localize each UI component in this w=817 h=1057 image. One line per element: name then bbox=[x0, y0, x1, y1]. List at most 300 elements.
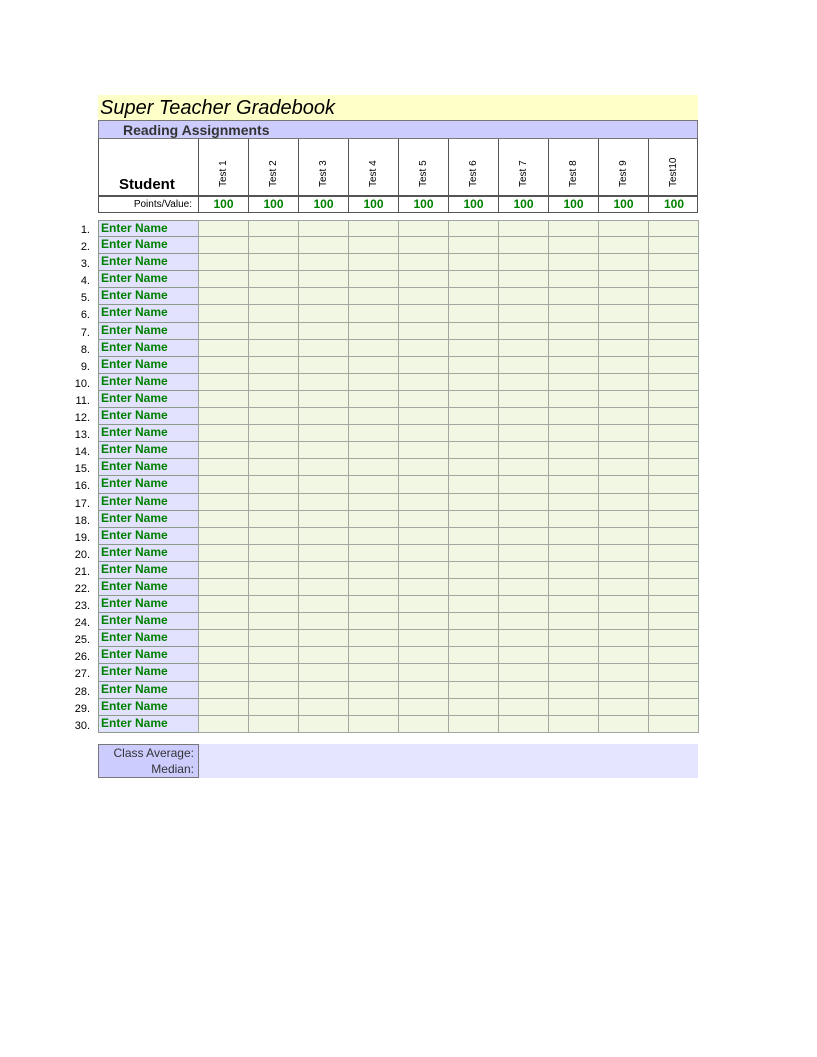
score-cell[interactable] bbox=[248, 357, 299, 374]
score-cell[interactable] bbox=[248, 545, 299, 562]
score-cell[interactable] bbox=[498, 716, 549, 733]
score-cell[interactable] bbox=[398, 374, 449, 391]
score-cell[interactable] bbox=[398, 699, 449, 716]
score-cell[interactable] bbox=[648, 494, 699, 511]
score-cell[interactable] bbox=[448, 613, 499, 630]
student-name-cell[interactable]: Enter Name bbox=[98, 682, 199, 699]
score-cell[interactable] bbox=[198, 459, 249, 476]
score-cell[interactable] bbox=[598, 596, 649, 613]
score-cell[interactable] bbox=[548, 494, 599, 511]
score-cell[interactable] bbox=[298, 220, 349, 237]
score-cell[interactable] bbox=[598, 220, 649, 237]
score-cell[interactable] bbox=[598, 630, 649, 647]
score-cell[interactable] bbox=[298, 579, 349, 596]
score-cell[interactable] bbox=[348, 288, 399, 305]
score-cell[interactable] bbox=[548, 459, 599, 476]
score-cell[interactable] bbox=[348, 716, 399, 733]
score-cell[interactable] bbox=[448, 220, 499, 237]
student-name-cell[interactable]: Enter Name bbox=[98, 374, 199, 391]
score-cell[interactable] bbox=[248, 511, 299, 528]
score-cell[interactable] bbox=[448, 630, 499, 647]
score-cell[interactable] bbox=[448, 288, 499, 305]
score-cell[interactable] bbox=[448, 305, 499, 322]
score-cell[interactable] bbox=[248, 579, 299, 596]
score-cell[interactable] bbox=[648, 220, 699, 237]
score-cell[interactable] bbox=[498, 647, 549, 664]
score-cell[interactable] bbox=[598, 442, 649, 459]
score-cell[interactable] bbox=[198, 391, 249, 408]
student-name-cell[interactable]: Enter Name bbox=[98, 340, 199, 357]
points-value-cell[interactable]: 100 bbox=[349, 197, 399, 212]
student-name-cell[interactable]: Enter Name bbox=[98, 357, 199, 374]
score-cell[interactable] bbox=[648, 664, 699, 681]
score-cell[interactable] bbox=[248, 254, 299, 271]
score-cell[interactable] bbox=[198, 545, 249, 562]
score-cell[interactable] bbox=[448, 664, 499, 681]
score-cell[interactable] bbox=[498, 476, 549, 493]
score-cell[interactable] bbox=[298, 237, 349, 254]
score-cell[interactable] bbox=[398, 220, 449, 237]
score-cell[interactable] bbox=[598, 305, 649, 322]
score-cell[interactable] bbox=[498, 699, 549, 716]
score-cell[interactable] bbox=[648, 528, 699, 545]
score-cell[interactable] bbox=[648, 305, 699, 322]
score-cell[interactable] bbox=[198, 374, 249, 391]
score-cell[interactable] bbox=[398, 476, 449, 493]
student-name-cell[interactable]: Enter Name bbox=[98, 254, 199, 271]
score-cell[interactable] bbox=[598, 408, 649, 425]
score-cell[interactable] bbox=[348, 442, 399, 459]
score-cell[interactable] bbox=[298, 476, 349, 493]
score-cell[interactable] bbox=[348, 511, 399, 528]
score-cell[interactable] bbox=[448, 545, 499, 562]
student-name-cell[interactable]: Enter Name bbox=[98, 494, 199, 511]
score-cell[interactable] bbox=[248, 425, 299, 442]
score-cell[interactable] bbox=[198, 237, 249, 254]
score-cell[interactable] bbox=[498, 288, 549, 305]
score-cell[interactable] bbox=[298, 442, 349, 459]
student-name-cell[interactable]: Enter Name bbox=[98, 459, 199, 476]
score-cell[interactable] bbox=[648, 425, 699, 442]
score-cell[interactable] bbox=[648, 545, 699, 562]
score-cell[interactable] bbox=[398, 494, 449, 511]
score-cell[interactable] bbox=[598, 237, 649, 254]
score-cell[interactable] bbox=[198, 323, 249, 340]
score-cell[interactable] bbox=[198, 442, 249, 459]
score-cell[interactable] bbox=[548, 357, 599, 374]
student-name-cell[interactable]: Enter Name bbox=[98, 613, 199, 630]
student-name-cell[interactable]: Enter Name bbox=[98, 664, 199, 681]
score-cell[interactable] bbox=[248, 391, 299, 408]
score-cell[interactable] bbox=[398, 459, 449, 476]
score-cell[interactable] bbox=[398, 323, 449, 340]
score-cell[interactable] bbox=[348, 647, 399, 664]
score-cell[interactable] bbox=[398, 442, 449, 459]
score-cell[interactable] bbox=[348, 682, 399, 699]
score-cell[interactable] bbox=[448, 716, 499, 733]
score-cell[interactable] bbox=[448, 254, 499, 271]
student-name-cell[interactable]: Enter Name bbox=[98, 476, 199, 493]
score-cell[interactable] bbox=[648, 699, 699, 716]
score-cell[interactable] bbox=[498, 425, 549, 442]
score-cell[interactable] bbox=[348, 340, 399, 357]
score-cell[interactable] bbox=[348, 357, 399, 374]
score-cell[interactable] bbox=[298, 254, 349, 271]
score-cell[interactable] bbox=[298, 271, 349, 288]
score-cell[interactable] bbox=[548, 562, 599, 579]
score-cell[interactable] bbox=[248, 476, 299, 493]
score-cell[interactable] bbox=[548, 476, 599, 493]
score-cell[interactable] bbox=[448, 271, 499, 288]
score-cell[interactable] bbox=[548, 220, 599, 237]
score-cell[interactable] bbox=[448, 374, 499, 391]
points-value-cell[interactable]: 100 bbox=[299, 197, 349, 212]
score-cell[interactable] bbox=[248, 459, 299, 476]
score-cell[interactable] bbox=[348, 562, 399, 579]
score-cell[interactable] bbox=[548, 391, 599, 408]
score-cell[interactable] bbox=[598, 459, 649, 476]
score-cell[interactable] bbox=[498, 323, 549, 340]
score-cell[interactable] bbox=[498, 442, 549, 459]
score-cell[interactable] bbox=[548, 271, 599, 288]
score-cell[interactable] bbox=[248, 630, 299, 647]
score-cell[interactable] bbox=[398, 425, 449, 442]
score-cell[interactable] bbox=[348, 271, 399, 288]
score-cell[interactable] bbox=[598, 613, 649, 630]
score-cell[interactable] bbox=[298, 664, 349, 681]
score-cell[interactable] bbox=[248, 374, 299, 391]
score-cell[interactable] bbox=[448, 682, 499, 699]
score-cell[interactable] bbox=[348, 391, 399, 408]
score-cell[interactable] bbox=[598, 716, 649, 733]
student-name-cell[interactable]: Enter Name bbox=[98, 271, 199, 288]
score-cell[interactable] bbox=[498, 374, 549, 391]
score-cell[interactable] bbox=[598, 254, 649, 271]
score-cell[interactable] bbox=[548, 237, 599, 254]
score-cell[interactable] bbox=[298, 374, 349, 391]
score-cell[interactable] bbox=[598, 579, 649, 596]
score-cell[interactable] bbox=[548, 254, 599, 271]
score-cell[interactable] bbox=[548, 442, 599, 459]
student-name-cell[interactable]: Enter Name bbox=[98, 323, 199, 340]
score-cell[interactable] bbox=[498, 459, 549, 476]
score-cell[interactable] bbox=[298, 699, 349, 716]
score-cell[interactable] bbox=[548, 340, 599, 357]
score-cell[interactable] bbox=[298, 596, 349, 613]
score-cell[interactable] bbox=[398, 511, 449, 528]
score-cell[interactable] bbox=[598, 476, 649, 493]
score-cell[interactable] bbox=[248, 699, 299, 716]
score-cell[interactable] bbox=[648, 254, 699, 271]
score-cell[interactable] bbox=[298, 545, 349, 562]
score-cell[interactable] bbox=[298, 408, 349, 425]
score-cell[interactable] bbox=[498, 682, 549, 699]
score-cell[interactable] bbox=[648, 511, 699, 528]
score-cell[interactable] bbox=[548, 716, 599, 733]
student-name-cell[interactable]: Enter Name bbox=[98, 408, 199, 425]
score-cell[interactable] bbox=[548, 682, 599, 699]
score-cell[interactable] bbox=[198, 476, 249, 493]
score-cell[interactable] bbox=[548, 545, 599, 562]
score-cell[interactable] bbox=[598, 528, 649, 545]
student-name-cell[interactable]: Enter Name bbox=[98, 596, 199, 613]
score-cell[interactable] bbox=[598, 374, 649, 391]
score-cell[interactable] bbox=[498, 562, 549, 579]
points-value-cell[interactable]: 100 bbox=[499, 197, 549, 212]
score-cell[interactable] bbox=[498, 613, 549, 630]
score-cell[interactable] bbox=[448, 237, 499, 254]
score-cell[interactable] bbox=[348, 305, 399, 322]
score-cell[interactable] bbox=[598, 511, 649, 528]
score-cell[interactable] bbox=[498, 494, 549, 511]
score-cell[interactable] bbox=[348, 630, 399, 647]
score-cell[interactable] bbox=[248, 528, 299, 545]
score-cell[interactable] bbox=[198, 579, 249, 596]
score-cell[interactable] bbox=[548, 528, 599, 545]
score-cell[interactable] bbox=[398, 408, 449, 425]
score-cell[interactable] bbox=[298, 682, 349, 699]
score-cell[interactable] bbox=[498, 630, 549, 647]
score-cell[interactable] bbox=[548, 511, 599, 528]
score-cell[interactable] bbox=[648, 682, 699, 699]
score-cell[interactable] bbox=[398, 391, 449, 408]
score-cell[interactable] bbox=[198, 305, 249, 322]
student-name-cell[interactable]: Enter Name bbox=[98, 647, 199, 664]
score-cell[interactable] bbox=[198, 647, 249, 664]
score-cell[interactable] bbox=[298, 562, 349, 579]
points-value-cell[interactable]: 100 bbox=[663, 197, 685, 211]
score-cell[interactable] bbox=[548, 596, 599, 613]
score-cell[interactable] bbox=[398, 682, 449, 699]
score-cell[interactable] bbox=[498, 596, 549, 613]
score-cell[interactable] bbox=[548, 613, 599, 630]
score-cell[interactable] bbox=[448, 459, 499, 476]
score-cell[interactable] bbox=[198, 664, 249, 681]
score-cell[interactable] bbox=[298, 630, 349, 647]
student-name-cell[interactable]: Enter Name bbox=[98, 305, 199, 322]
score-cell[interactable] bbox=[548, 288, 599, 305]
score-cell[interactable] bbox=[598, 391, 649, 408]
score-cell[interactable] bbox=[248, 716, 299, 733]
score-cell[interactable] bbox=[548, 579, 599, 596]
score-cell[interactable] bbox=[448, 323, 499, 340]
score-cell[interactable] bbox=[398, 613, 449, 630]
score-cell[interactable] bbox=[298, 305, 349, 322]
score-cell[interactable] bbox=[198, 511, 249, 528]
score-cell[interactable] bbox=[348, 220, 399, 237]
student-name-cell[interactable]: Enter Name bbox=[98, 288, 199, 305]
score-cell[interactable] bbox=[298, 288, 349, 305]
score-cell[interactable] bbox=[648, 579, 699, 596]
score-cell[interactable] bbox=[498, 305, 549, 322]
score-cell[interactable] bbox=[498, 545, 549, 562]
score-cell[interactable] bbox=[298, 323, 349, 340]
score-cell[interactable] bbox=[398, 528, 449, 545]
score-cell[interactable] bbox=[548, 699, 599, 716]
score-cell[interactable] bbox=[398, 664, 449, 681]
score-cell[interactable] bbox=[348, 425, 399, 442]
score-cell[interactable] bbox=[498, 528, 549, 545]
score-cell[interactable] bbox=[348, 459, 399, 476]
score-cell[interactable] bbox=[598, 494, 649, 511]
score-cell[interactable] bbox=[598, 271, 649, 288]
score-cell[interactable] bbox=[198, 528, 249, 545]
score-cell[interactable] bbox=[348, 699, 399, 716]
score-cell[interactable] bbox=[448, 511, 499, 528]
score-cell[interactable] bbox=[648, 562, 699, 579]
score-cell[interactable] bbox=[498, 391, 549, 408]
score-cell[interactable] bbox=[298, 647, 349, 664]
score-cell[interactable] bbox=[598, 699, 649, 716]
score-cell[interactable] bbox=[448, 699, 499, 716]
score-cell[interactable] bbox=[648, 237, 699, 254]
score-cell[interactable] bbox=[298, 425, 349, 442]
score-cell[interactable] bbox=[598, 562, 649, 579]
score-cell[interactable] bbox=[198, 562, 249, 579]
score-cell[interactable] bbox=[398, 596, 449, 613]
score-cell[interactable] bbox=[398, 716, 449, 733]
score-cell[interactable] bbox=[448, 647, 499, 664]
score-cell[interactable] bbox=[348, 476, 399, 493]
score-cell[interactable] bbox=[448, 357, 499, 374]
score-cell[interactable] bbox=[398, 562, 449, 579]
points-value-cell[interactable]: 100 bbox=[549, 197, 599, 212]
score-cell[interactable] bbox=[348, 494, 399, 511]
score-cell[interactable] bbox=[298, 494, 349, 511]
score-cell[interactable] bbox=[498, 664, 549, 681]
score-cell[interactable] bbox=[448, 476, 499, 493]
score-cell[interactable] bbox=[648, 647, 699, 664]
score-cell[interactable] bbox=[448, 391, 499, 408]
score-cell[interactable] bbox=[198, 425, 249, 442]
score-cell[interactable] bbox=[348, 596, 399, 613]
score-cell[interactable] bbox=[398, 305, 449, 322]
student-name-cell[interactable]: Enter Name bbox=[98, 699, 199, 716]
score-cell[interactable] bbox=[248, 237, 299, 254]
score-cell[interactable] bbox=[198, 682, 249, 699]
points-value-cell[interactable]: 100 bbox=[399, 197, 449, 212]
score-cell[interactable] bbox=[648, 391, 699, 408]
score-cell[interactable] bbox=[248, 664, 299, 681]
score-cell[interactable] bbox=[298, 716, 349, 733]
score-cell[interactable] bbox=[648, 630, 699, 647]
score-cell[interactable] bbox=[248, 596, 299, 613]
score-cell[interactable] bbox=[248, 305, 299, 322]
score-cell[interactable] bbox=[248, 323, 299, 340]
score-cell[interactable] bbox=[398, 545, 449, 562]
score-cell[interactable] bbox=[198, 716, 249, 733]
score-cell[interactable] bbox=[548, 425, 599, 442]
score-cell[interactable] bbox=[648, 408, 699, 425]
score-cell[interactable] bbox=[298, 357, 349, 374]
score-cell[interactable] bbox=[298, 391, 349, 408]
score-cell[interactable] bbox=[348, 545, 399, 562]
score-cell[interactable] bbox=[648, 357, 699, 374]
score-cell[interactable] bbox=[198, 288, 249, 305]
points-value-cell[interactable]: 100 bbox=[599, 197, 649, 212]
score-cell[interactable] bbox=[648, 613, 699, 630]
score-cell[interactable] bbox=[248, 408, 299, 425]
score-cell[interactable] bbox=[248, 442, 299, 459]
score-cell[interactable] bbox=[398, 647, 449, 664]
score-cell[interactable] bbox=[498, 408, 549, 425]
score-cell[interactable] bbox=[298, 613, 349, 630]
score-cell[interactable] bbox=[448, 562, 499, 579]
score-cell[interactable] bbox=[348, 237, 399, 254]
score-cell[interactable] bbox=[198, 596, 249, 613]
score-cell[interactable] bbox=[398, 630, 449, 647]
student-name-cell[interactable]: Enter Name bbox=[98, 220, 199, 237]
score-cell[interactable] bbox=[348, 579, 399, 596]
score-cell[interactable] bbox=[498, 237, 549, 254]
score-cell[interactable] bbox=[348, 374, 399, 391]
score-cell[interactable] bbox=[498, 254, 549, 271]
score-cell[interactable] bbox=[548, 630, 599, 647]
score-cell[interactable] bbox=[298, 511, 349, 528]
score-cell[interactable] bbox=[398, 340, 449, 357]
score-cell[interactable] bbox=[348, 613, 399, 630]
score-cell[interactable] bbox=[398, 579, 449, 596]
score-cell[interactable] bbox=[498, 340, 549, 357]
score-cell[interactable] bbox=[598, 647, 649, 664]
score-cell[interactable] bbox=[198, 271, 249, 288]
score-cell[interactable] bbox=[648, 288, 699, 305]
score-cell[interactable] bbox=[348, 254, 399, 271]
score-cell[interactable] bbox=[298, 340, 349, 357]
score-cell[interactable] bbox=[448, 494, 499, 511]
score-cell[interactable] bbox=[548, 323, 599, 340]
score-cell[interactable] bbox=[598, 425, 649, 442]
score-cell[interactable] bbox=[248, 220, 299, 237]
score-cell[interactable] bbox=[248, 647, 299, 664]
score-cell[interactable] bbox=[398, 357, 449, 374]
score-cell[interactable] bbox=[348, 664, 399, 681]
score-cell[interactable] bbox=[248, 340, 299, 357]
score-cell[interactable] bbox=[348, 528, 399, 545]
score-cell[interactable] bbox=[398, 237, 449, 254]
score-cell[interactable] bbox=[448, 340, 499, 357]
score-cell[interactable] bbox=[198, 220, 249, 237]
score-cell[interactable] bbox=[598, 357, 649, 374]
student-name-cell[interactable]: Enter Name bbox=[98, 528, 199, 545]
points-value-cell[interactable]: 100 bbox=[449, 197, 499, 212]
student-name-cell[interactable]: Enter Name bbox=[98, 545, 199, 562]
student-name-cell[interactable]: Enter Name bbox=[98, 579, 199, 596]
score-cell[interactable] bbox=[348, 323, 399, 340]
score-cell[interactable] bbox=[548, 664, 599, 681]
score-cell[interactable] bbox=[498, 220, 549, 237]
score-cell[interactable] bbox=[248, 494, 299, 511]
score-cell[interactable] bbox=[548, 374, 599, 391]
score-cell[interactable] bbox=[648, 340, 699, 357]
score-cell[interactable] bbox=[198, 408, 249, 425]
score-cell[interactable] bbox=[198, 254, 249, 271]
score-cell[interactable] bbox=[448, 425, 499, 442]
score-cell[interactable] bbox=[648, 271, 699, 288]
score-cell[interactable] bbox=[448, 442, 499, 459]
score-cell[interactable] bbox=[598, 682, 649, 699]
score-cell[interactable] bbox=[448, 528, 499, 545]
score-cell[interactable] bbox=[198, 357, 249, 374]
score-cell[interactable] bbox=[198, 340, 249, 357]
score-cell[interactable] bbox=[498, 579, 549, 596]
score-cell[interactable] bbox=[648, 323, 699, 340]
score-cell[interactable] bbox=[648, 596, 699, 613]
score-cell[interactable] bbox=[648, 716, 699, 733]
score-cell[interactable] bbox=[248, 682, 299, 699]
student-name-cell[interactable]: Enter Name bbox=[98, 425, 199, 442]
score-cell[interactable] bbox=[648, 476, 699, 493]
